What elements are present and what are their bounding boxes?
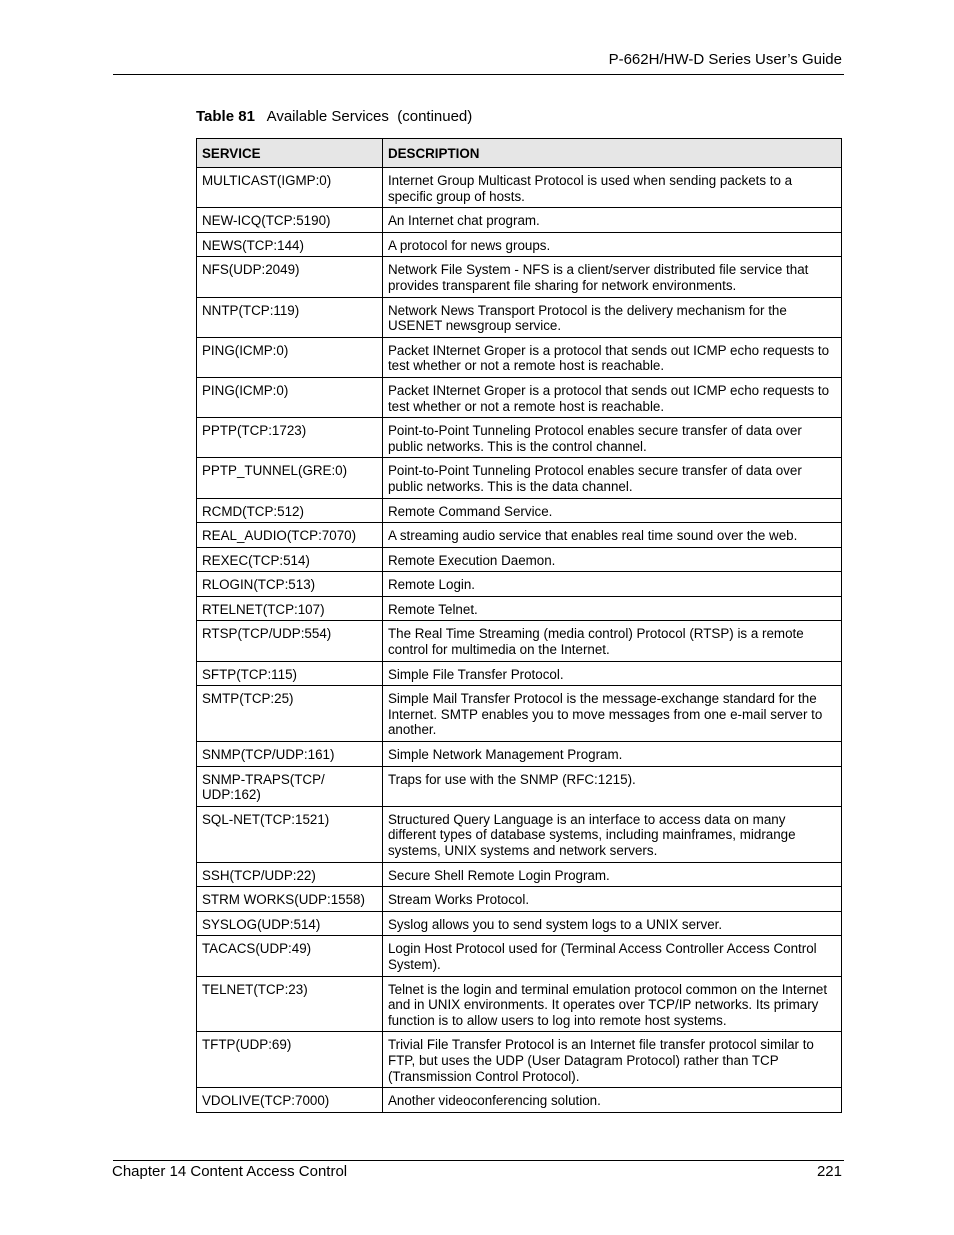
- service-cell: RTELNET(TCP:107): [197, 596, 383, 621]
- footer-chapter-title: Chapter 14 Content Access Control: [112, 1163, 348, 1180]
- description-cell: Secure Shell Remote Login Program.: [382, 862, 841, 887]
- service-cell: SNMP(TCP/UDP:161): [197, 742, 383, 767]
- table-row: [197, 377, 842, 417]
- table-body: [197, 168, 842, 1113]
- service-cell: PING(ICMP:0): [197, 377, 383, 417]
- service-cell: STRM WORKS(UDP:1558): [197, 887, 383, 912]
- service-cell: SFTP(TCP:115): [197, 661, 383, 686]
- service-cell: MULTICAST(IGMP:0): [197, 168, 383, 208]
- service-cell: RCMD(TCP:512): [197, 498, 383, 523]
- description-cell: Point-to-Point Tunneling Protocol enables secure transfer of data over public networks. This is the control channel.: [382, 418, 841, 458]
- description-cell: Remote Telnet.: [382, 596, 841, 621]
- table-row: [197, 806, 842, 862]
- service-cell: SQL-NET(TCP:1521): [197, 806, 383, 862]
- description-cell: An Internet chat program.: [382, 208, 841, 233]
- description-cell: Point-to-Point Tunneling Protocol enables secure transfer of data over public networks. This is the data channel.: [382, 458, 841, 498]
- service-cell: SSH(TCP/UDP:22): [197, 862, 383, 887]
- description-cell: Simple File Transfer Protocol.: [382, 661, 841, 686]
- description-cell: Login Host Protocol used for (Terminal Access Controller Access Control System).: [382, 936, 841, 976]
- service-cell: SNMP-TRAPS(TCP/ UDP:162): [197, 766, 383, 806]
- service-cell: TFTP(UDP:69): [197, 1032, 383, 1088]
- table-row: [197, 766, 842, 806]
- service-cell: RLOGIN(TCP:513): [197, 572, 383, 597]
- service-cell: NEW-ICQ(TCP:5190): [197, 208, 383, 233]
- service-cell: PPTP(TCP:1723): [197, 418, 383, 458]
- table-caption: [196, 108, 472, 125]
- service-cell: REAL_AUDIO(TCP:7070): [197, 523, 383, 548]
- service-cell: TELNET(TCP:23): [197, 976, 383, 1032]
- service-cell: VDOLIVE(TCP:7000): [197, 1088, 383, 1113]
- table-row: [197, 257, 842, 297]
- service-cell: NEWS(TCP:144): [197, 232, 383, 257]
- table-row: [197, 621, 842, 661]
- table-row: [197, 686, 842, 742]
- table-row: [197, 232, 842, 257]
- description-cell: A streaming audio service that enables real time sound over the web.: [382, 523, 841, 548]
- table-row: [197, 911, 842, 936]
- description-cell: Another videoconferencing solution.: [382, 1088, 841, 1113]
- description-cell: Syslog allows you to send system logs to a UNIX server.: [382, 911, 841, 936]
- table-row: [197, 547, 842, 572]
- service-cell: PPTP_TUNNEL(GRE:0): [197, 458, 383, 498]
- table-row: [197, 498, 842, 523]
- table-row: [197, 887, 842, 912]
- table-row: [197, 1032, 842, 1088]
- table-row: [197, 596, 842, 621]
- service-cell: PING(ICMP:0): [197, 337, 383, 377]
- table-caption-text: Available Services (continued): [266, 108, 473, 125]
- footer-rule: [113, 1160, 844, 1161]
- description-cell: Internet Group Multicast Protocol is used when sending packets to a specific group of hosts.: [382, 168, 841, 208]
- table-row: [197, 572, 842, 597]
- service-cell: NFS(UDP:2049): [197, 257, 383, 297]
- table-row: [197, 862, 842, 887]
- column-header-description: DESCRIPTION: [382, 139, 841, 168]
- running-header-title: P-662H/HW-D Series User’s Guide: [608, 51, 842, 68]
- table-row: [197, 458, 842, 498]
- footer-page-number: 221: [816, 1163, 842, 1180]
- table-row: [197, 523, 842, 548]
- column-header-service: SERVICE: [197, 139, 383, 168]
- description-cell: Network News Transport Protocol is the delivery mechanism for the USENET newsgroup service.: [382, 297, 841, 337]
- description-cell: Remote Execution Daemon.: [382, 547, 841, 572]
- table-caption-number: Table 81: [196, 108, 255, 125]
- description-cell: Trivial File Transfer Protocol is an Internet file transfer protocol similar to FTP, but uses the UDP (User Datagram Protocol) rather than TCP (Transmission Control Protocol).: [382, 1032, 841, 1088]
- description-cell: The Real Time Streaming (media control) Protocol (RTSP) is a remote control for multimedia on the Internet.: [382, 621, 841, 661]
- description-cell: Packet INternet Groper is a protocol that sends out ICMP echo requests to test whether or not a remote host is reachable.: [382, 377, 841, 417]
- description-cell: Structured Query Language is an interface to access data on many different types of database systems, including mainframes, midrange systems, UNIX systems and network servers.: [382, 806, 841, 862]
- table-row: [197, 936, 842, 976]
- service-cell: TACACS(UDP:49): [197, 936, 383, 976]
- table-row: [197, 661, 842, 686]
- service-cell: SYSLOG(UDP:514): [197, 911, 383, 936]
- service-cell: RTSP(TCP/UDP:554): [197, 621, 383, 661]
- table-row: [197, 1088, 842, 1113]
- description-cell: Network File System - NFS is a client/server distributed file service that provides transparent file sharing for network environments.: [382, 257, 841, 297]
- table-row: [197, 208, 842, 233]
- header-rule: [113, 74, 844, 75]
- table-header-row: [197, 139, 842, 168]
- description-cell: Traps for use with the SNMP (RFC:1215).: [382, 766, 841, 806]
- description-cell: Simple Mail Transfer Protocol is the message-exchange standard for the Internet. SMTP enables you to move messages from one e-mail server to another.: [382, 686, 841, 742]
- description-cell: Telnet is the login and terminal emulation protocol common on the Internet and in UNIX environments. It operates over TCP/IP networks. Its primary function is to allow users to log into remote host systems.: [382, 976, 841, 1032]
- table-row: [197, 418, 842, 458]
- service-cell: REXEC(TCP:514): [197, 547, 383, 572]
- description-cell: A protocol for news groups.: [382, 232, 841, 257]
- table-row: [197, 742, 842, 767]
- description-cell: Simple Network Management Program.: [382, 742, 841, 767]
- table-row: [197, 976, 842, 1032]
- table-row: [197, 168, 842, 208]
- service-cell: SMTP(TCP:25): [197, 686, 383, 742]
- table-row: [197, 337, 842, 377]
- service-cell: NNTP(TCP:119): [197, 297, 383, 337]
- description-cell: Remote Command Service.: [382, 498, 841, 523]
- description-cell: Packet INternet Groper is a protocol that sends out ICMP echo requests to test whether or not a remote host is reachable.: [382, 337, 841, 377]
- description-cell: Remote Login.: [382, 572, 841, 597]
- table-row: [197, 297, 842, 337]
- description-cell: Stream Works Protocol.: [382, 887, 841, 912]
- available-services-table: [196, 138, 842, 1113]
